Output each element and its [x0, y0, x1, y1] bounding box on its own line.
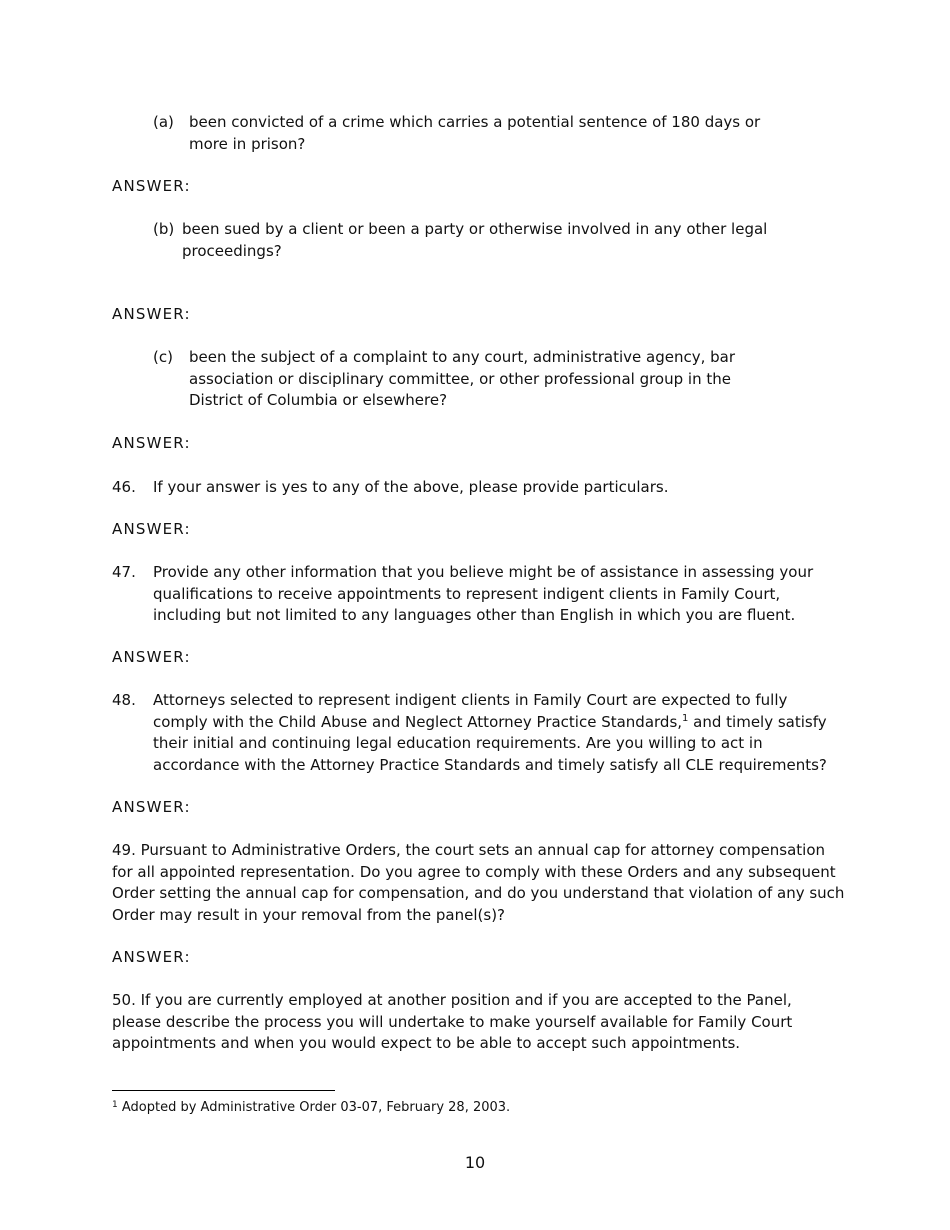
question-48-line-1: Attorneys selected to represent indigent clients in Family Court are expected to fully: [153, 691, 788, 709]
footnote-separator: [112, 1090, 335, 1091]
page-number: 10: [464, 1153, 486, 1172]
question-b-line-2: proceedings?: [182, 241, 282, 260]
question-c-line-3: District of Columbia or elsewhere?: [189, 391, 448, 409]
question-48-line-2-after: and timely satisfy: [688, 712, 827, 731]
question-49: [112, 840, 845, 926]
question-48-number: 48.: [112, 691, 136, 709]
question-46-number: 46.: [112, 478, 136, 496]
question-a-label: (a): [153, 113, 174, 131]
question-50-line-3: appointments and when you would expect to be able to accept such appointments.: [112, 1034, 741, 1052]
footnote-reference: 1: [682, 712, 689, 724]
question-48-line-2-before: comply with the Child Abuse and Neglect Attorney Practice Standards,: [153, 712, 683, 731]
question-50-line-1: 50. If you are currently employed at another position and if you are accepted to the Panel,: [112, 991, 792, 1009]
question-47-line-1: Provide any other information that you believe might be of assistance in assessing your: [153, 563, 814, 581]
answer-label-47: ANSWER:: [112, 648, 191, 666]
question-c-line-1: been the subject of a complaint to any court, administrative agency, bar: [189, 348, 736, 366]
question-b-label: (b): [153, 220, 175, 238]
question-49-line-1: 49. Pursuant to Administrative Orders, the court sets an annual cap for attorney compensation: [112, 841, 826, 859]
footnote-text: Adopted by Administrative Order 03-07, February 28, 2003.: [117, 1100, 511, 1115]
question-48-line-4: accordance with the Attorney Practice Standards and timely satisfy all CLE requirements?: [153, 755, 827, 774]
answer-label-a: ANSWER:: [112, 177, 191, 195]
question-50: [112, 990, 834, 1055]
question-50-line-2: please describe the process you will undertake to make yourself available for Family Court: [112, 1012, 793, 1031]
answer-label-46: ANSWER:: [112, 520, 191, 538]
footnote-mark: 1: [112, 1100, 118, 1110]
question-a-line-2: more in prison?: [189, 134, 306, 153]
answer-label-c: ANSWER:: [112, 434, 191, 452]
question-a-line-1: been convicted of a crime which carries a potential sentence of 180 days or: [189, 113, 761, 131]
question-47-number: 47.: [112, 563, 136, 581]
question-47-line-2: qualifications to receive appointments to represent indigent clients in Family Court,: [153, 584, 781, 603]
question-c-label: (c): [153, 348, 173, 366]
question-48-line-2: [153, 712, 843, 734]
answer-label-49: ANSWER:: [112, 948, 191, 966]
question-46-line-1: If your answer is yes to any of the above, please provide particulars.: [153, 478, 669, 496]
question-b-line-1: been sued by a client or been a party or otherwise involved in any other legal: [182, 220, 768, 238]
question-49-line-2: for all appointed representation. Do you agree to comply with these Orders and any subsequent: [112, 862, 836, 881]
question-49-line-4: Order may result in your removal from the panel(s)?: [112, 905, 506, 924]
answer-label-b: ANSWER:: [112, 305, 191, 323]
question-49-line-3: Order setting the annual cap for compensation, and do you understand that violation of any such: [112, 884, 845, 902]
question-c-line-2: association or disciplinary committee, or other professional group in the: [189, 369, 731, 388]
question-48-line-3: their initial and continuing legal education requirements. Are you willing to act in: [153, 734, 763, 752]
answer-label-48: ANSWER:: [112, 798, 191, 816]
question-47-line-3: including but not limited to any languages other than English in which you are fluent.: [153, 606, 796, 624]
footnote: [112, 1099, 510, 1117]
